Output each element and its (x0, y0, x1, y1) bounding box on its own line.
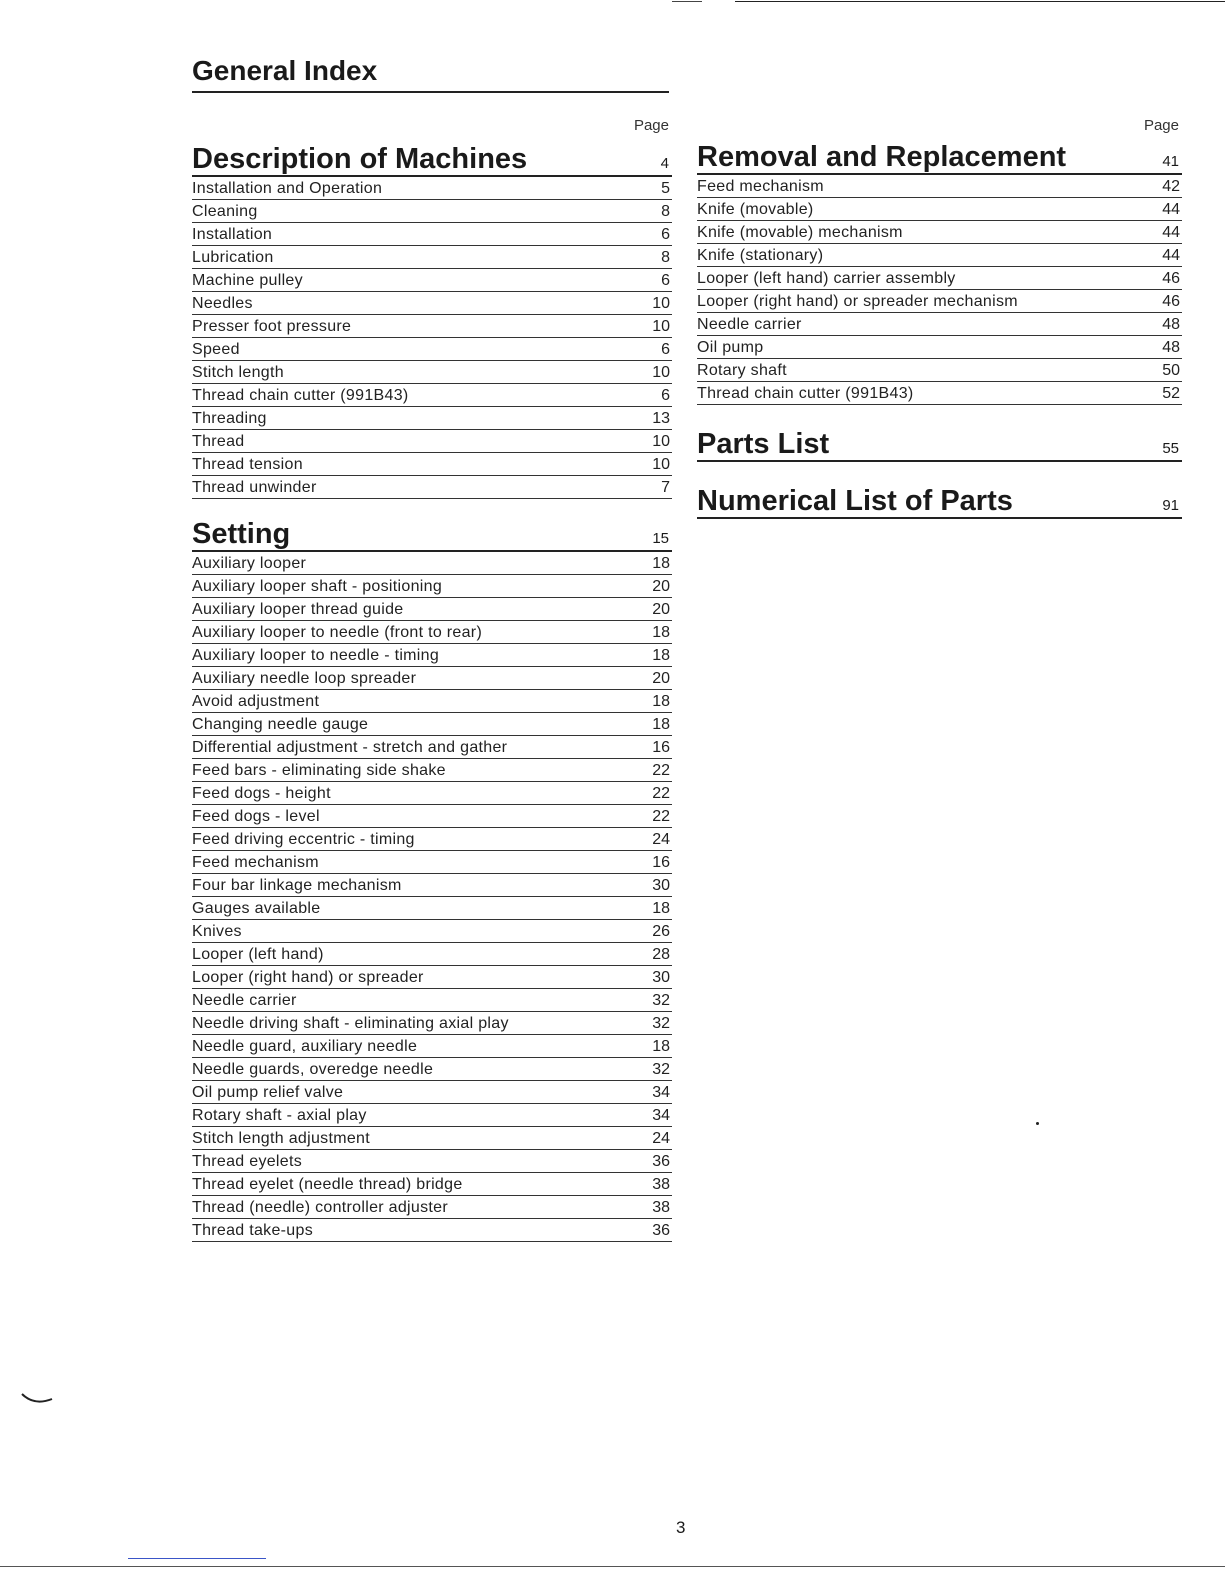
entry-page: 24 (652, 831, 670, 848)
index-entry (192, 1036, 672, 1058)
entry-page: 18 (652, 716, 670, 733)
index-entry (697, 291, 1182, 313)
bottom-edge-rule (0, 1566, 1225, 1567)
section-heading (192, 516, 672, 552)
index-entry (192, 1128, 672, 1150)
entry-label: Gauges available (192, 900, 321, 917)
entry-page: 34 (652, 1107, 670, 1124)
entry-label: Needle carrier (192, 992, 297, 1009)
index-entry (192, 431, 672, 453)
index-entry (192, 875, 672, 897)
entry-page: 18 (652, 624, 670, 641)
section-title: Removal and Replacement (697, 141, 1067, 173)
entry-page: 32 (652, 1015, 670, 1032)
entry-page: 44 (1162, 201, 1180, 218)
section-title: Setting (192, 518, 291, 550)
index-entry (697, 176, 1182, 198)
section-page: 41 (1162, 153, 1179, 170)
entry-page: 38 (652, 1199, 670, 1216)
page-column-header: Page (1143, 117, 1179, 134)
section-description-of-machines (192, 141, 672, 499)
index-entry (192, 247, 672, 269)
entry-label: Thread tension (192, 456, 303, 473)
entry-page: 30 (652, 877, 670, 894)
entry-page: 20 (652, 601, 670, 618)
index-entry (192, 990, 672, 1012)
entry-page: 8 (661, 249, 670, 266)
index-entry (192, 201, 672, 223)
section-heading (192, 141, 672, 177)
entry-label: Knife (movable) (697, 201, 814, 218)
entry-page: 18 (652, 693, 670, 710)
entry-page: 46 (1162, 270, 1180, 287)
index-entry (192, 829, 672, 851)
entry-label: Auxiliary looper thread guide (192, 601, 404, 618)
entry-list (192, 178, 672, 499)
section-title: Numerical List of Parts (697, 485, 1013, 517)
entry-page: 36 (652, 1153, 670, 1170)
index-entry (192, 852, 672, 874)
index-entry (697, 314, 1182, 336)
entry-page: 28 (652, 946, 670, 963)
index-entry (192, 362, 672, 384)
entry-page: 8 (661, 203, 670, 220)
scan-mark (20, 1390, 56, 1408)
entry-label: Stitch length adjustment (192, 1130, 370, 1147)
index-entry (697, 383, 1182, 405)
entry-page: 52 (1162, 385, 1180, 402)
entry-page: 7 (661, 479, 670, 496)
index-entry (192, 921, 672, 943)
speck-mark (1036, 1122, 1039, 1125)
section-parts-list (697, 426, 1182, 462)
index-entry (192, 645, 672, 667)
index-entry (192, 1220, 672, 1242)
entry-page: 18 (652, 1038, 670, 1055)
index-entry (192, 714, 672, 736)
index-entry (192, 339, 672, 361)
entry-label: Differential adjustment - stretch and gather (192, 739, 508, 756)
entry-page: 48 (1162, 316, 1180, 333)
index-entry (192, 477, 672, 499)
entry-label: Changing needle gauge (192, 716, 369, 733)
index-entry (192, 576, 672, 598)
top-edge-mark (672, 1, 702, 2)
entry-label: Needle carrier (697, 316, 802, 333)
entry-page: 22 (652, 785, 670, 802)
entry-label: Thread take-ups (192, 1222, 314, 1239)
entry-label: Thread unwinder (192, 479, 317, 496)
bottom-underline-mark (128, 1558, 266, 1559)
entry-page: 20 (652, 670, 670, 687)
page-column-header: Page (633, 117, 669, 134)
index-entry (192, 599, 672, 621)
entry-page: 10 (652, 456, 670, 473)
entry-label: Feed driving eccentric - timing (192, 831, 415, 848)
entry-label: Thread eyelet (needle thread) bridge (192, 1176, 463, 1193)
entry-label: Cleaning (192, 203, 258, 220)
entry-label: Feed bars - eliminating side shake (192, 762, 446, 779)
index-entry (192, 691, 672, 713)
entry-label: Feed mechanism (697, 178, 824, 195)
index-entry (192, 944, 672, 966)
index-entry (697, 199, 1182, 221)
top-edge-rule (735, 1, 1225, 2)
section-title: Parts List (697, 428, 830, 460)
index-entry (192, 1174, 672, 1196)
entry-page: 6 (661, 272, 670, 289)
entry-page: 18 (652, 647, 670, 664)
entry-page: 18 (652, 900, 670, 917)
section-page: 4 (660, 155, 669, 172)
entry-label: Looper (right hand) or spreader mechanism (697, 293, 1018, 310)
index-entry (192, 1105, 672, 1127)
entry-label: Looper (left hand) carrier assembly (697, 270, 956, 287)
entry-page: 22 (652, 808, 670, 825)
index-entry (192, 668, 672, 690)
index-entry (192, 293, 672, 315)
index-entry (192, 1197, 672, 1219)
entry-page: 20 (652, 578, 670, 595)
entry-label: Machine pulley (192, 272, 303, 289)
entry-label: Oil pump (697, 339, 764, 356)
entry-page: 10 (652, 318, 670, 335)
entry-page: 50 (1162, 362, 1180, 379)
entry-label: Avoid adjustment (192, 693, 320, 710)
entry-label: Auxiliary looper (192, 555, 307, 572)
entry-page: 6 (661, 226, 670, 243)
entry-label: Needle guard, auxiliary needle (192, 1038, 418, 1055)
entry-label: Stitch length (192, 364, 284, 381)
entry-label: Presser foot pressure (192, 318, 352, 335)
index-entry (697, 337, 1182, 359)
index-entry (192, 1082, 672, 1104)
index-entry (697, 245, 1182, 267)
entry-label: Needle driving shaft - eliminating axial play (192, 1015, 509, 1032)
entry-page: 18 (652, 555, 670, 572)
entry-label: Auxiliary looper shaft - positioning (192, 578, 443, 595)
index-entry (192, 737, 672, 759)
entry-label: Thread chain cutter (991B43) (697, 385, 914, 402)
entry-label: Knife (stationary) (697, 247, 824, 264)
entry-page: 48 (1162, 339, 1180, 356)
section-removal-and-replacement (697, 139, 1182, 405)
page-title: General Index (192, 54, 669, 93)
entry-page: 32 (652, 992, 670, 1009)
entry-page: 38 (652, 1176, 670, 1193)
entry-label: Looper (left hand) (192, 946, 324, 963)
entry-label: Lubrication (192, 249, 274, 266)
index-entry (192, 224, 672, 246)
section-heading (697, 426, 1182, 462)
entry-label: Auxiliary needle loop spreader (192, 670, 417, 687)
index-entry (697, 222, 1182, 244)
entry-page: 26 (652, 923, 670, 940)
entry-page: 44 (1162, 247, 1180, 264)
entry-page: 22 (652, 762, 670, 779)
entry-label: Speed (192, 341, 240, 358)
entry-label: Thread eyelets (192, 1153, 303, 1170)
index-entry (192, 783, 672, 805)
index-entry (192, 408, 672, 430)
index-entry (192, 316, 672, 338)
entry-label: Installation (192, 226, 273, 243)
entry-label: Feed mechanism (192, 854, 319, 871)
entry-page: 6 (661, 387, 670, 404)
entry-label: Four bar linkage mechanism (192, 877, 402, 894)
entry-page: 10 (652, 433, 670, 450)
entry-label: Looper (right hand) or spreader (192, 969, 424, 986)
entry-page: 10 (652, 364, 670, 381)
index-entry (697, 268, 1182, 290)
entry-list (697, 176, 1182, 405)
entry-label: Auxiliary looper to needle - timing (192, 647, 440, 664)
section-page: 15 (652, 530, 669, 547)
entry-label: Installation and Operation (192, 180, 383, 197)
entry-label: Rotary shaft - axial play (192, 1107, 367, 1124)
entry-label: Oil pump relief valve (192, 1084, 344, 1101)
entry-label: Feed dogs - height (192, 785, 331, 802)
entry-page: 32 (652, 1061, 670, 1078)
entry-page: 46 (1162, 293, 1180, 310)
index-entry (697, 360, 1182, 382)
section-page: 91 (1162, 497, 1179, 514)
index-entry (192, 178, 672, 200)
entry-list (192, 553, 672, 1242)
entry-page: 10 (652, 295, 670, 312)
section-numerical-list-of-parts (697, 483, 1182, 519)
page-number: 3 (676, 1518, 686, 1537)
index-entry (192, 454, 672, 476)
entry-label: Thread (192, 433, 245, 450)
entry-label: Knives (192, 923, 242, 940)
entry-label: Knife (movable) mechanism (697, 224, 903, 241)
entry-page: 42 (1162, 178, 1180, 195)
entry-page: 36 (652, 1222, 670, 1239)
index-entry (192, 1151, 672, 1173)
entry-page: 30 (652, 969, 670, 986)
index-entry (192, 553, 672, 575)
section-heading (697, 483, 1182, 519)
entry-label: Thread chain cutter (991B43) (192, 387, 409, 404)
entry-page: 5 (661, 180, 670, 197)
index-entry (192, 967, 672, 989)
index-entry (192, 270, 672, 292)
section-title: Description of Machines (192, 143, 528, 175)
index-entry (192, 760, 672, 782)
index-entry (192, 1013, 672, 1035)
index-entry (192, 385, 672, 407)
entry-label: Auxiliary looper to needle (front to rear) (192, 624, 483, 641)
index-entry (192, 1059, 672, 1081)
section-setting (192, 516, 672, 1242)
index-entry (192, 898, 672, 920)
entry-label: Feed dogs - level (192, 808, 320, 825)
entry-page: 44 (1162, 224, 1180, 241)
entry-label: Needles (192, 295, 253, 312)
entry-page: 16 (652, 739, 670, 756)
entry-page: 34 (652, 1084, 670, 1101)
entry-page: 13 (652, 410, 670, 427)
section-heading (697, 139, 1182, 175)
entry-label: Thread (needle) controller adjuster (192, 1199, 448, 1216)
entry-label: Rotary shaft (697, 362, 787, 379)
index-entry (192, 806, 672, 828)
entry-page: 6 (661, 341, 670, 358)
entry-page: 24 (652, 1130, 670, 1147)
entry-page: 16 (652, 854, 670, 871)
entry-label: Threading (192, 410, 267, 427)
entry-label: Needle guards, overedge needle (192, 1061, 434, 1078)
section-page: 55 (1162, 440, 1179, 457)
index-entry (192, 622, 672, 644)
